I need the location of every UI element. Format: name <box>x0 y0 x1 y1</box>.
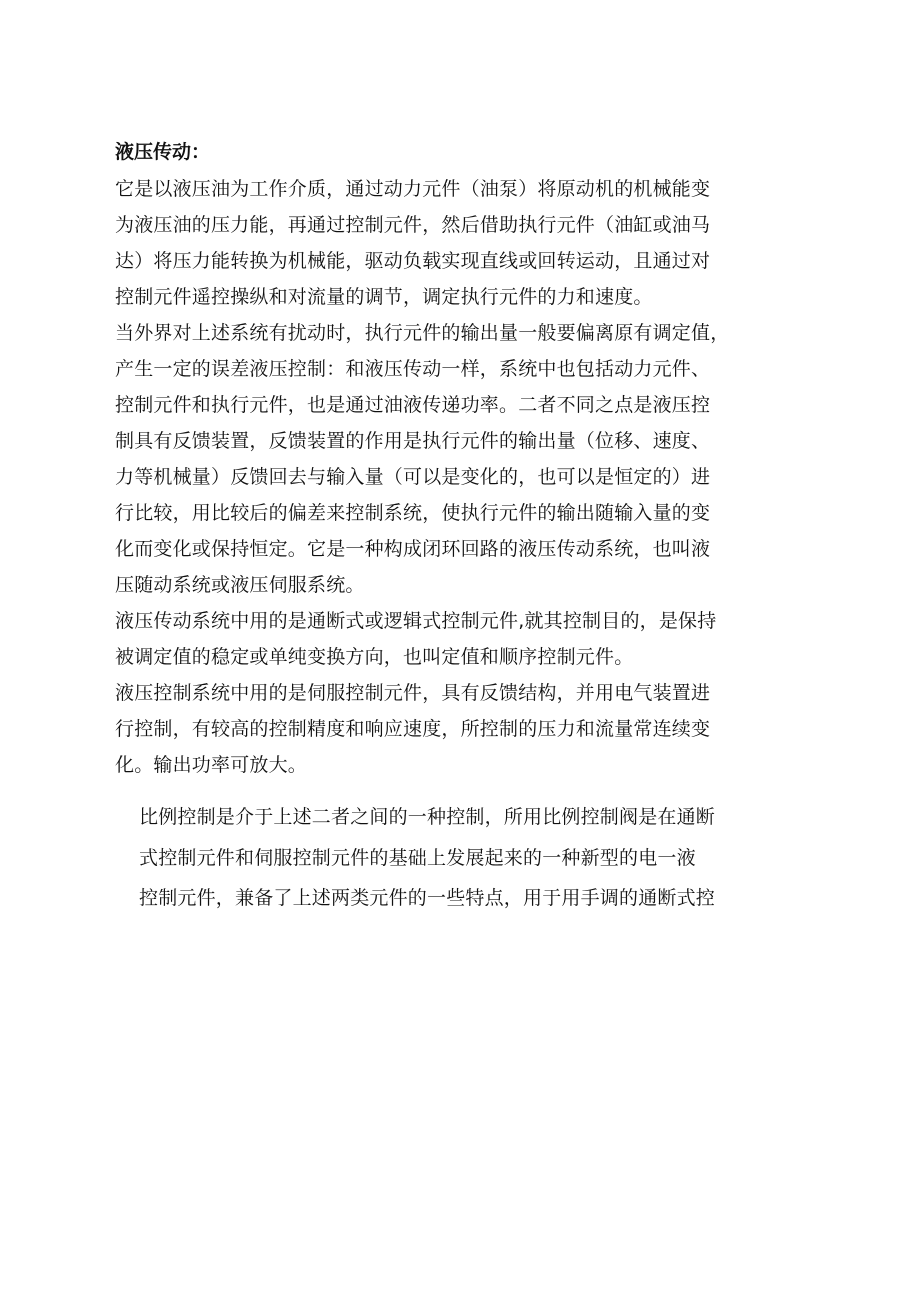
paragraph-3 <box>115 603 815 675</box>
paragraph-line: 达）将压力能转换为机械能，驱动负载实现直线或回转运动，且通过对 <box>115 250 711 272</box>
document-body <box>115 134 815 919</box>
paragraph-line: 液压传动系统中用的是通断式或逻辑式控制元件,就其控制目的，是保持 <box>115 610 717 632</box>
section-heading: 液压传动： <box>115 141 211 163</box>
paragraph-line: 力等机械量）反馈回去与输入量（可以是变化的，也可以是恒定的）进 <box>115 466 711 488</box>
paragraph-line: 化而变化或保持恒定。它是一种构成闭环回路的液压传动系统，也叫液 <box>115 538 711 560</box>
paragraph-line: 式控制元件和伺服控制元件的基础上发展起来的一种新型的电一液 <box>139 846 696 869</box>
paragraph-line: 被调定值的稳定或单纯变换方向，也叫定值和顺序控制元件。 <box>115 646 634 668</box>
paragraph-line: 行比较，用比较后的偏差来控制系统，使执行元件的输出随输入量的变 <box>115 502 711 524</box>
paragraph-line: 行控制，有较高的控制精度和响应速度，所控制的压力和流量常连续变 <box>115 718 711 740</box>
paragraph-line: 比例控制是介于上述二者之间的一种控制，所用比例控制阀是在通断 <box>139 806 716 828</box>
paragraph-line: 它是以液压油为工作介质，通过动力元件（油泵）将原动机的机械能变 <box>115 178 711 200</box>
paragraph-line: 液压控制系统中用的是伺服控制元件，具有反馈结构，并用电气装置进 <box>115 682 711 704</box>
paragraph-line: 产生一定的误差液压控制：和液压传动一样，系统中也包括动力元件、 <box>115 358 711 380</box>
paragraph-2 <box>115 315 815 603</box>
paragraph-4 <box>115 675 815 783</box>
paragraph-line: 当外界对上述系统有扰动时，执行元件的输出量一般要偏离原有调定值， <box>115 322 730 344</box>
paragraph-line: 控制元件，兼备了上述两类元件的一些特点，用于用手调的通断式控 <box>139 887 716 909</box>
paragraph-1 <box>115 171 815 315</box>
paragraph-line: 压随动系统或液压伺服系统。 <box>115 574 365 596</box>
paragraph-line: 为液压油的压力能，再通过控制元件，然后借助执行元件（油缸或油马 <box>115 214 711 236</box>
paragraph-line: 制具有反馈装置，反馈装置的作用是执行元件的输出量（位移、速度、 <box>115 430 711 452</box>
paragraph-line: 化。输出功率可放大。 <box>115 754 308 776</box>
paragraph-line: 控制元件和执行元件，也是通过油液传递功率。二者不同之点是液压控 <box>115 394 711 416</box>
paragraph-line: 控制元件遥控操纵和对流量的调节，调定执行元件的力和速度。 <box>115 286 653 308</box>
paragraph-5 <box>115 797 815 919</box>
